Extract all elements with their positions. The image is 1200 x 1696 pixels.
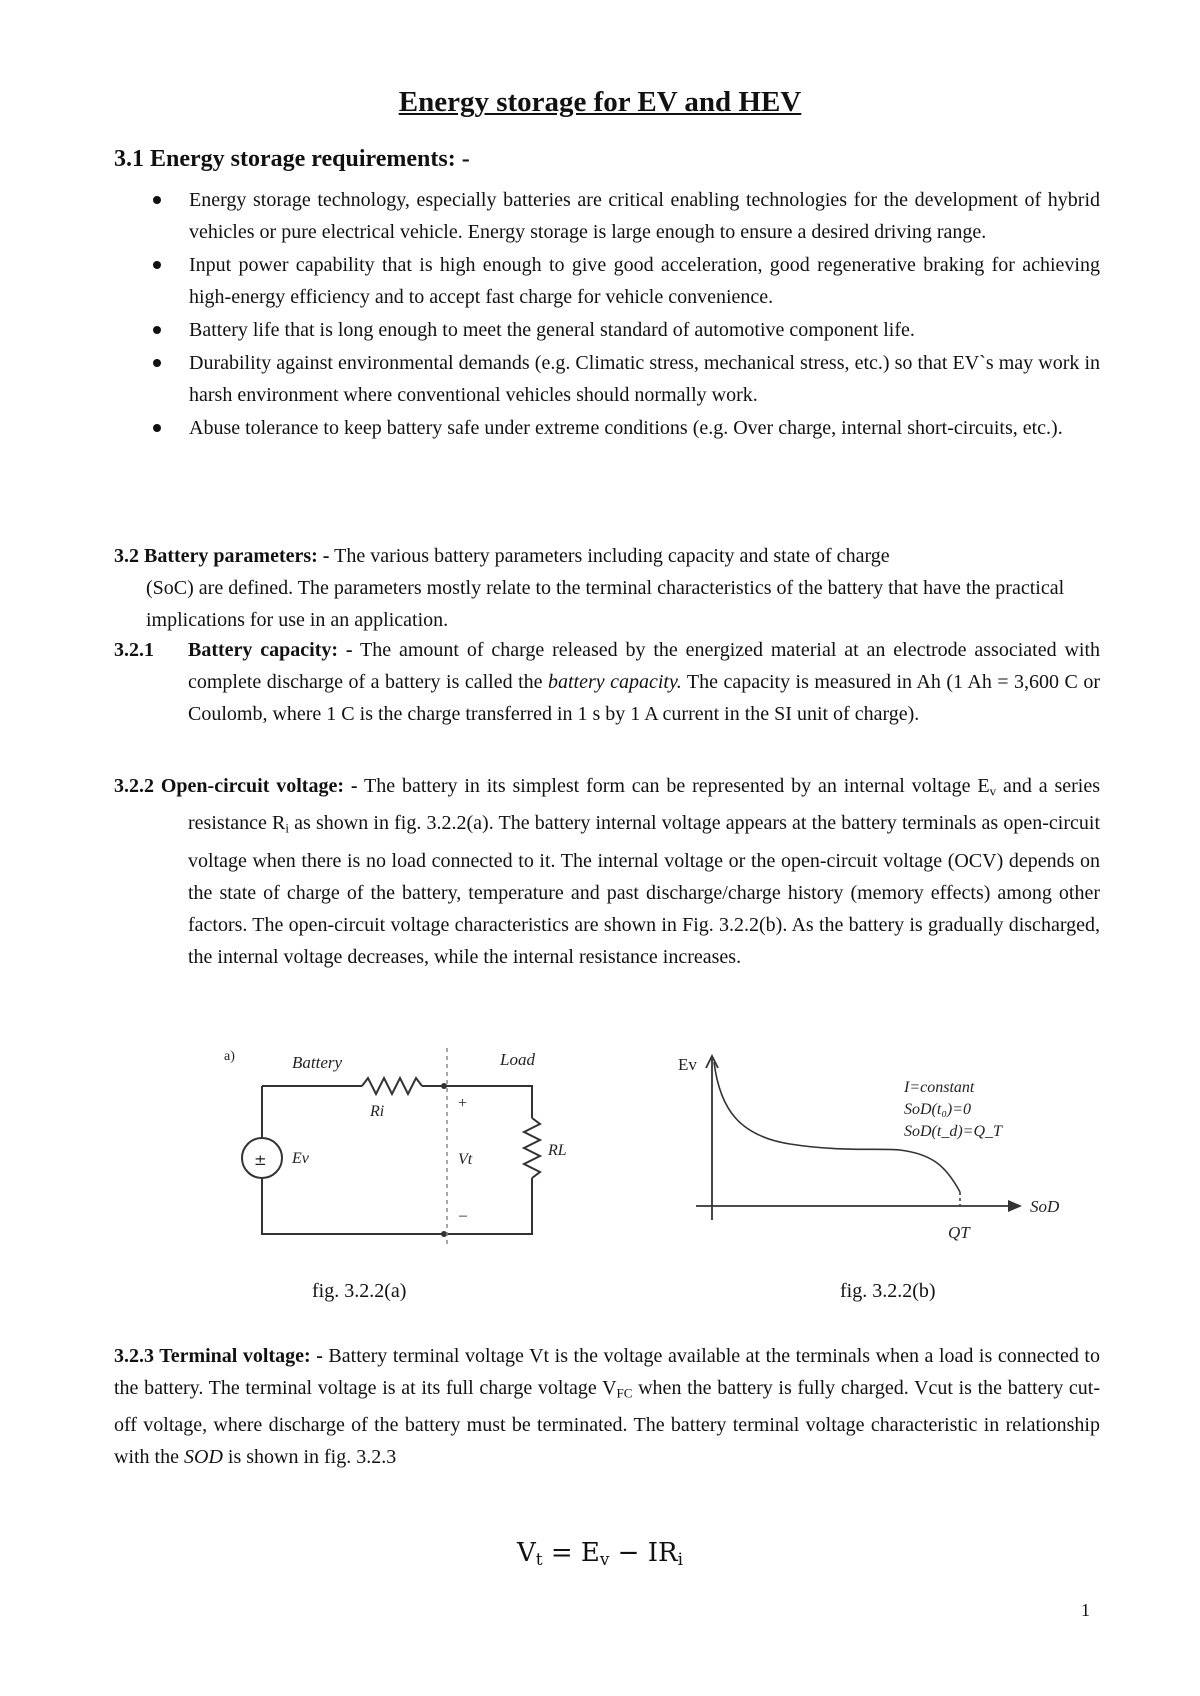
legend-sod-end: SoD(t_d)=Q_T [904, 1123, 1002, 1140]
section-3-2-text-rest: (SoC) are defined. The parameters mostly relate to the terminal characteristics of the battery that have the practical implications for use in an application. [146, 577, 1065, 631]
legend-sod-start: SoD(t₀)=0 [904, 1101, 972, 1118]
section-3-2-3-paragraph [114, 1340, 1100, 1473]
y-axis-label: Ev [678, 1055, 697, 1074]
ev-label: Ev [292, 1150, 309, 1167]
section-3-2-1-number: 3.2.1 [114, 639, 154, 661]
list-item: Durability against environmental demands (e.g. Climatic stress, mechanical stress, etc.) so that EV`s may work in harsh environment where conventional vehicles should normally work. [140, 347, 1100, 411]
vt-label: Vt [458, 1151, 473, 1168]
list-item: Input power capability that is high enough to give good acceleration, good regenerative braking for achieving high-energy efficiency and to accept fast charge for vehicle convenience. [140, 249, 1100, 313]
section-3-2-3-text-c: is shown in fig. 3.2.3 [222, 1446, 397, 1469]
section-3-2-1-text-b: The capacity is measured in Ah (1 Ah = 3,600 C or Coulomb, where 1 C is the charge transferred in 1 s by 1 A current in the SI unit of charge). [188, 671, 1101, 725]
section-3-2-1-body [188, 634, 1100, 730]
source-symbol: ± [254, 1151, 267, 1169]
terminal-voltage-equation [0, 1538, 1200, 1569]
list-item: Battery life that is long enough to meet the general standard of automotive component life. [140, 314, 1100, 346]
ri-label: Ri [370, 1103, 385, 1120]
load-label: Load [500, 1050, 535, 1069]
requirements-list [140, 184, 1100, 445]
sod-term: SOD [184, 1446, 223, 1469]
figure-a-caption: fig. 3.2.2(a) [312, 1280, 407, 1302]
resistor-rl [524, 1118, 540, 1178]
battery-capacity-term: battery capacity. [547, 671, 682, 693]
section-3-2-2-text-a: The battery in its simplest form can be represented by an internal voltage E [357, 775, 990, 797]
eq-iri: − IR [609, 1538, 678, 1568]
section-3-2-3-text-a: Battery terminal voltage Vt is the voltage available at the terminals when a load is connected to the battery. The terminal voltage is at its full charge voltage V [114, 1345, 1100, 1399]
battery-label: Battery [292, 1053, 343, 1072]
legend-constant-current: I=constant [904, 1079, 975, 1096]
section-3-2-paragraph [114, 540, 1074, 636]
eq-vt: V [517, 1538, 536, 1568]
section-3-2-text-first: The various battery parameters including capacity and state of charge [329, 545, 890, 567]
section-3-2-3-label: 3.2.3 Terminal voltage: - [114, 1345, 323, 1367]
x-axis-label: SoD [1030, 1197, 1060, 1216]
plus-sign: + [458, 1095, 468, 1112]
list-item: Abuse tolerance to keep battery safe under extreme conditions (e.g. Over charge, internal short-circuits, etc.). [140, 412, 1100, 444]
eq-i-sub: i [677, 1549, 683, 1570]
page-number: 1 [1081, 1600, 1090, 1620]
figure-b-caption: fig. 3.2.2(b) [840, 1280, 936, 1302]
battery-circuit-diagram [222, 1038, 612, 1268]
subscript-fc: FC [616, 1385, 633, 1401]
section-3-2-1 [114, 634, 1100, 730]
section-3-2-1-label: Battery capacity: - [188, 639, 353, 661]
qt-label: QT [948, 1223, 970, 1242]
eq-t-sub: t [535, 1549, 543, 1570]
page-title: Energy storage for EV and HEV [398, 86, 802, 118]
ocv-characteristic-plot [660, 1040, 1100, 1270]
section-3-2-1-text: The amount of charge released by the energized material at an electrode associated with complete discharge of a battery is called the [188, 639, 1100, 693]
section-3-2-2 [114, 770, 1100, 973]
rl-label: RL [548, 1142, 567, 1159]
section-3-2-3-text-b: when the battery is fully charged. Vcut is the battery cut-off voltage, where discharge of the battery must be terminated. The battery terminal voltage characteristic in relationship with the [114, 1377, 1101, 1469]
resistor-ri [362, 1078, 422, 1094]
subscript-i: i [285, 820, 289, 836]
eq-v-sub: v [599, 1549, 610, 1570]
section-3-2-2-text-c: as shown in fig. 3.2.2(a). The battery internal voltage appears at the battery terminals as open-circuit voltage when there is no load connected to it. The internal voltage or the open-circuit voltage (OCV) depends on the state of charge of the battery, temperature and past discharge/charge history (memory effects) among other factors. The open-circuit voltage characteristics are shown in Fig. 3.2.2(b). As the battery is gradually discharged, the internal voltage decreases, while the internal resistance increases. [188, 812, 1101, 968]
section-3-2-2-label: 3.2.2 Open-circuit voltage: - [114, 775, 358, 797]
list-item: Energy storage technology, especially batteries are critical enabling technologies for the development of hybrid vehicles or pure electrical vehicle. Energy storage is large enough to ensure a desired driving range. [140, 184, 1100, 248]
subscript-v: v [989, 783, 997, 799]
section-3-2-2-text-b: and a series resistance R [188, 775, 1100, 835]
section-3-2-2-body [114, 770, 1101, 973]
section-3-1-heading: 3.1 Energy storage requirements: - [114, 146, 470, 172]
section-3-2-label: 3.2 Battery parameters: - [114, 545, 330, 567]
eq-ev: = E [542, 1538, 600, 1568]
minus-sign: – [459, 1207, 467, 1224]
panel-label: a) [224, 1049, 235, 1064]
